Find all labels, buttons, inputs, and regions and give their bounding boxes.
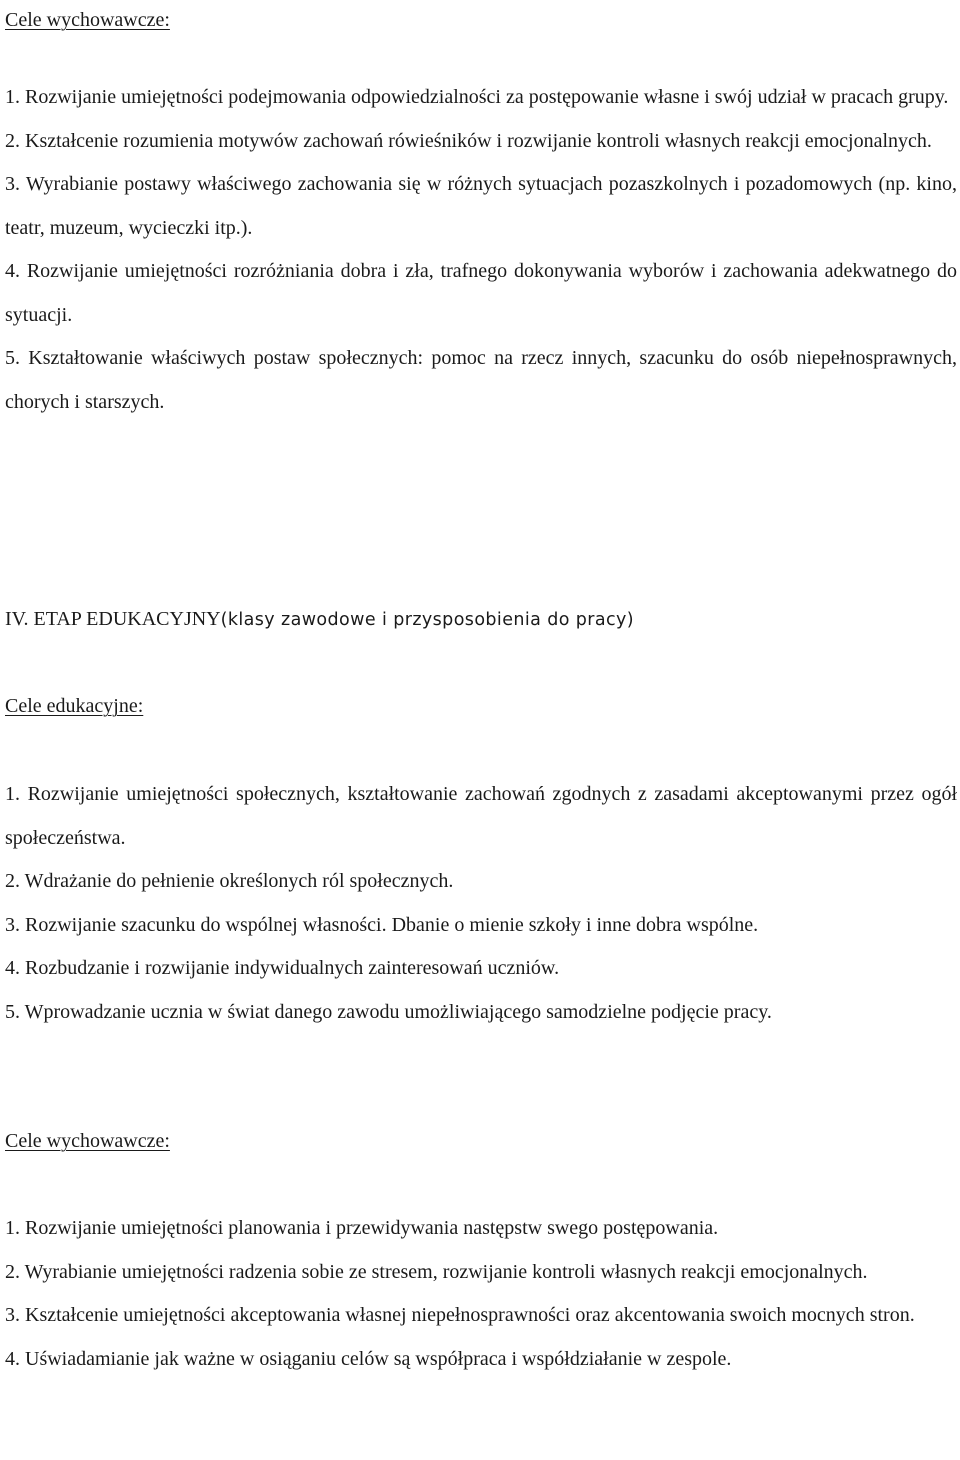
educational-goals-list [5,76,957,424]
list-item: 2. Kształcenie rozumienia motywów zachowań rówieśników i rozwijanie kontroli własnych reakcji emocjonalnych. [5,129,932,152]
list-item: 3. Kształcenie umiejętności akceptowania własnej niepełnosprawności oraz akcentowania swoich mocnych stron. [5,1304,915,1326]
section-heading-learning-goals: Cele edukacyjne: [5,695,144,717]
list-item: 1. Rozwijanie umiejętności społecznych, kształtowanie zachowań zgodnych z zasadami akceptowanymi przez ogół społeczeństwa. [5,783,957,849]
list-item: 1. Rozwijanie umiejętności podejmowania odpowiedzialności za postępowanie własne i swój udział w pracach grupy. [5,86,949,108]
list-item: 4. Rozwijanie umiejętności rozróżniania dobra i zła, trafnego dokonywania wyborów i zachowania adekwatnego do sytuacji. [5,260,957,326]
list-item: 5. Wprowadzanie ucznia w świat danego zawodu umożliwiającego samodzielne podjęcie pracy. [5,1000,772,1023]
section-heading-educational-goals-2: Cele wychowawcze: [5,1130,170,1152]
educational-goals-list-2 [5,1207,957,1381]
learning-goals-list [5,773,957,1034]
list-item: 1. Rozwijanie umiejętności planowania i przewidywania następstw swego postępowania. [5,1217,719,1239]
list-item: 2. Wdrażanie do pełnienie określonych ról społecznych. [5,870,454,892]
section-heading-educational-goals: Cele wychowawcze: [5,9,170,31]
stage-title-subtitle: (klasy zawodowe i przysposobienia do pracy) [220,610,635,630]
list-item: 3. Wyrabianie postawy właściwego zachowania się w różnych sytuacjach pozaszkolnych i pozadomowych (np. kino, teatr, muzeum, wycieczki itp.). [5,173,957,239]
list-item: 2. Wyrabianie umiejętności radzenia sobie ze stresem, rozwijanie kontroli własnych reakcji emocjonalnych. [5,1260,868,1283]
list-item: 5. Kształtowanie właściwych postaw społecznych: pomoc na rzecz innych, szacunku do osób niepełnosprawnych, chorych i starszych. [5,347,957,413]
list-item: 4. Uświadamianie jak ważne w osiąganiu celów są współpraca i współdziałanie w zespole. [5,1347,732,1370]
stage-title-main: IV. ETAP EDUKACYJNY [5,608,221,630]
list-item: 4. Rozbudzanie i rozwijanie indywidualnych zainteresowań uczniów. [5,957,560,979]
stage-title [5,599,634,640]
list-item: 3. Rozwijanie szacunku do wspólnej własności. Dbanie o mienie szkoły i inne dobra wspólne. [5,913,759,936]
